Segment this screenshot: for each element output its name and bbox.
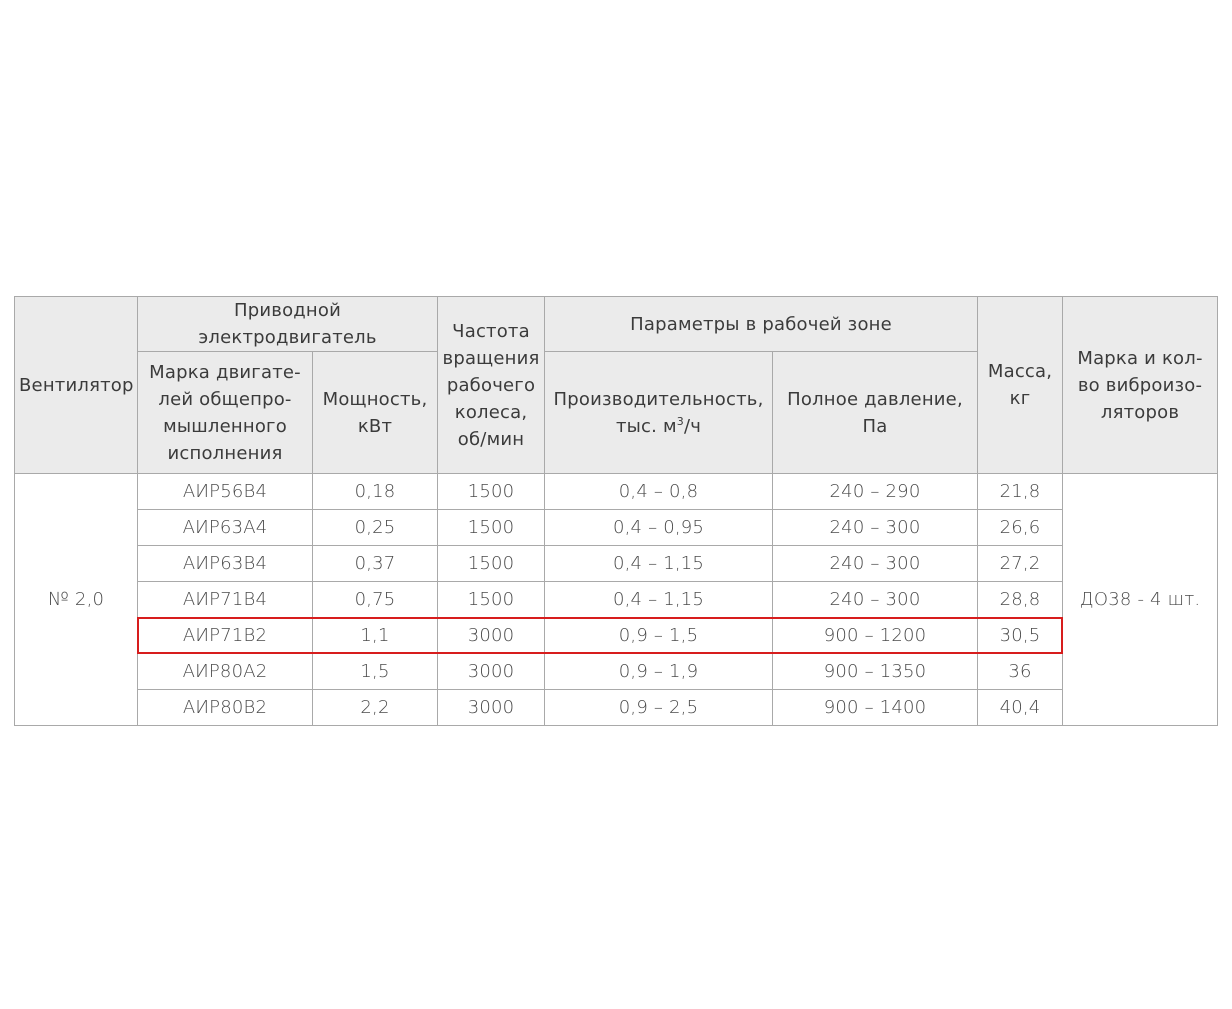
header-drive-motor: Приводной электродвигатель bbox=[138, 297, 438, 352]
pressure-cell: 240 – 300 bbox=[773, 546, 978, 582]
capacity-cell: 0,4 – 1,15 bbox=[545, 546, 773, 582]
pressure-cell: 900 – 1400 bbox=[773, 690, 978, 726]
pressure-cell: 900 – 1200 bbox=[773, 618, 978, 654]
power-cell: 1,1 bbox=[313, 618, 438, 654]
pressure-cell: 240 – 300 bbox=[773, 582, 978, 618]
rpm-cell: 3000 bbox=[438, 618, 545, 654]
pressure-cell: 900 – 1350 bbox=[773, 654, 978, 690]
table-row-highlighted bbox=[15, 618, 1218, 654]
motor-cell: АИР56В4 bbox=[138, 474, 313, 510]
rpm-cell: 1500 bbox=[438, 582, 545, 618]
motor-cell: АИР63В4 bbox=[138, 546, 313, 582]
capacity-cell: 0,4 – 1,15 bbox=[545, 582, 773, 618]
mass-cell: 26,6 bbox=[978, 510, 1063, 546]
motor-cell: АИР80А2 bbox=[138, 654, 313, 690]
header-capacity-line1: Производительность, bbox=[553, 388, 764, 410]
capacity-cell: 0,4 – 0,8 bbox=[545, 474, 773, 510]
mass-cell: 36 bbox=[978, 654, 1063, 690]
header-isolators: Марка и кол- во виброизо- ляторов bbox=[1063, 297, 1218, 474]
table-row bbox=[15, 510, 1218, 546]
spec-table-wrapper bbox=[14, 296, 1217, 726]
power-cell: 0,25 bbox=[313, 510, 438, 546]
header-capacity-sup: 3 bbox=[676, 414, 684, 428]
pressure-cell: 240 – 300 bbox=[773, 510, 978, 546]
header-power: Мощность, кВт bbox=[313, 352, 438, 474]
capacity-cell: 0,9 – 1,9 bbox=[545, 654, 773, 690]
fan-spec-table bbox=[14, 296, 1218, 726]
power-cell: 0,37 bbox=[313, 546, 438, 582]
mass-cell: 21,8 bbox=[978, 474, 1063, 510]
header-fan: Вентилятор bbox=[15, 297, 138, 474]
rpm-cell: 1500 bbox=[438, 474, 545, 510]
power-cell: 1,5 bbox=[313, 654, 438, 690]
mass-cell: 28,8 bbox=[978, 582, 1063, 618]
mass-cell: 27,2 bbox=[978, 546, 1063, 582]
header-mass: Масса, кг bbox=[978, 297, 1063, 474]
power-cell: 2,2 bbox=[313, 690, 438, 726]
motor-cell: АИР80В2 bbox=[138, 690, 313, 726]
table-row bbox=[15, 474, 1218, 510]
mass-cell: 30,5 bbox=[978, 618, 1063, 654]
header-capacity bbox=[545, 352, 773, 474]
rpm-cell: 1500 bbox=[438, 510, 545, 546]
capacity-cell: 0,9 – 1,5 bbox=[545, 618, 773, 654]
table-row bbox=[15, 582, 1218, 618]
capacity-cell: 0,9 – 2,5 bbox=[545, 690, 773, 726]
rpm-cell: 3000 bbox=[438, 690, 545, 726]
header-capacity-line2-post: /ч bbox=[683, 415, 702, 437]
power-cell: 0,75 bbox=[313, 582, 438, 618]
fan-cell: № 2,0 bbox=[15, 474, 138, 726]
table-row bbox=[15, 654, 1218, 690]
header-capacity-line2-pre: тыс. м bbox=[615, 415, 677, 437]
rpm-cell: 3000 bbox=[438, 654, 545, 690]
power-cell: 0,18 bbox=[313, 474, 438, 510]
mass-cell: 40,4 bbox=[978, 690, 1063, 726]
table-row bbox=[15, 690, 1218, 726]
rpm-cell: 1500 bbox=[438, 546, 545, 582]
header-work-zone: Параметры в рабочей зоне bbox=[545, 297, 978, 352]
isolators-cell: ДО38 - 4 шт. bbox=[1063, 474, 1218, 726]
capacity-cell: 0,4 – 0,95 bbox=[545, 510, 773, 546]
header-rotation: Частота вращения рабочего колеса, об/мин bbox=[438, 297, 545, 474]
motor-cell: АИР63А4 bbox=[138, 510, 313, 546]
header-motor-brand: Марка двигате- лей общепро- мышленного исполнения bbox=[138, 352, 313, 474]
motor-cell: АИР71В4 bbox=[138, 582, 313, 618]
pressure-cell: 240 – 290 bbox=[773, 474, 978, 510]
motor-cell: АИР71В2 bbox=[138, 618, 313, 654]
header-pressure: Полное давление, Па bbox=[773, 352, 978, 474]
table-row bbox=[15, 546, 1218, 582]
